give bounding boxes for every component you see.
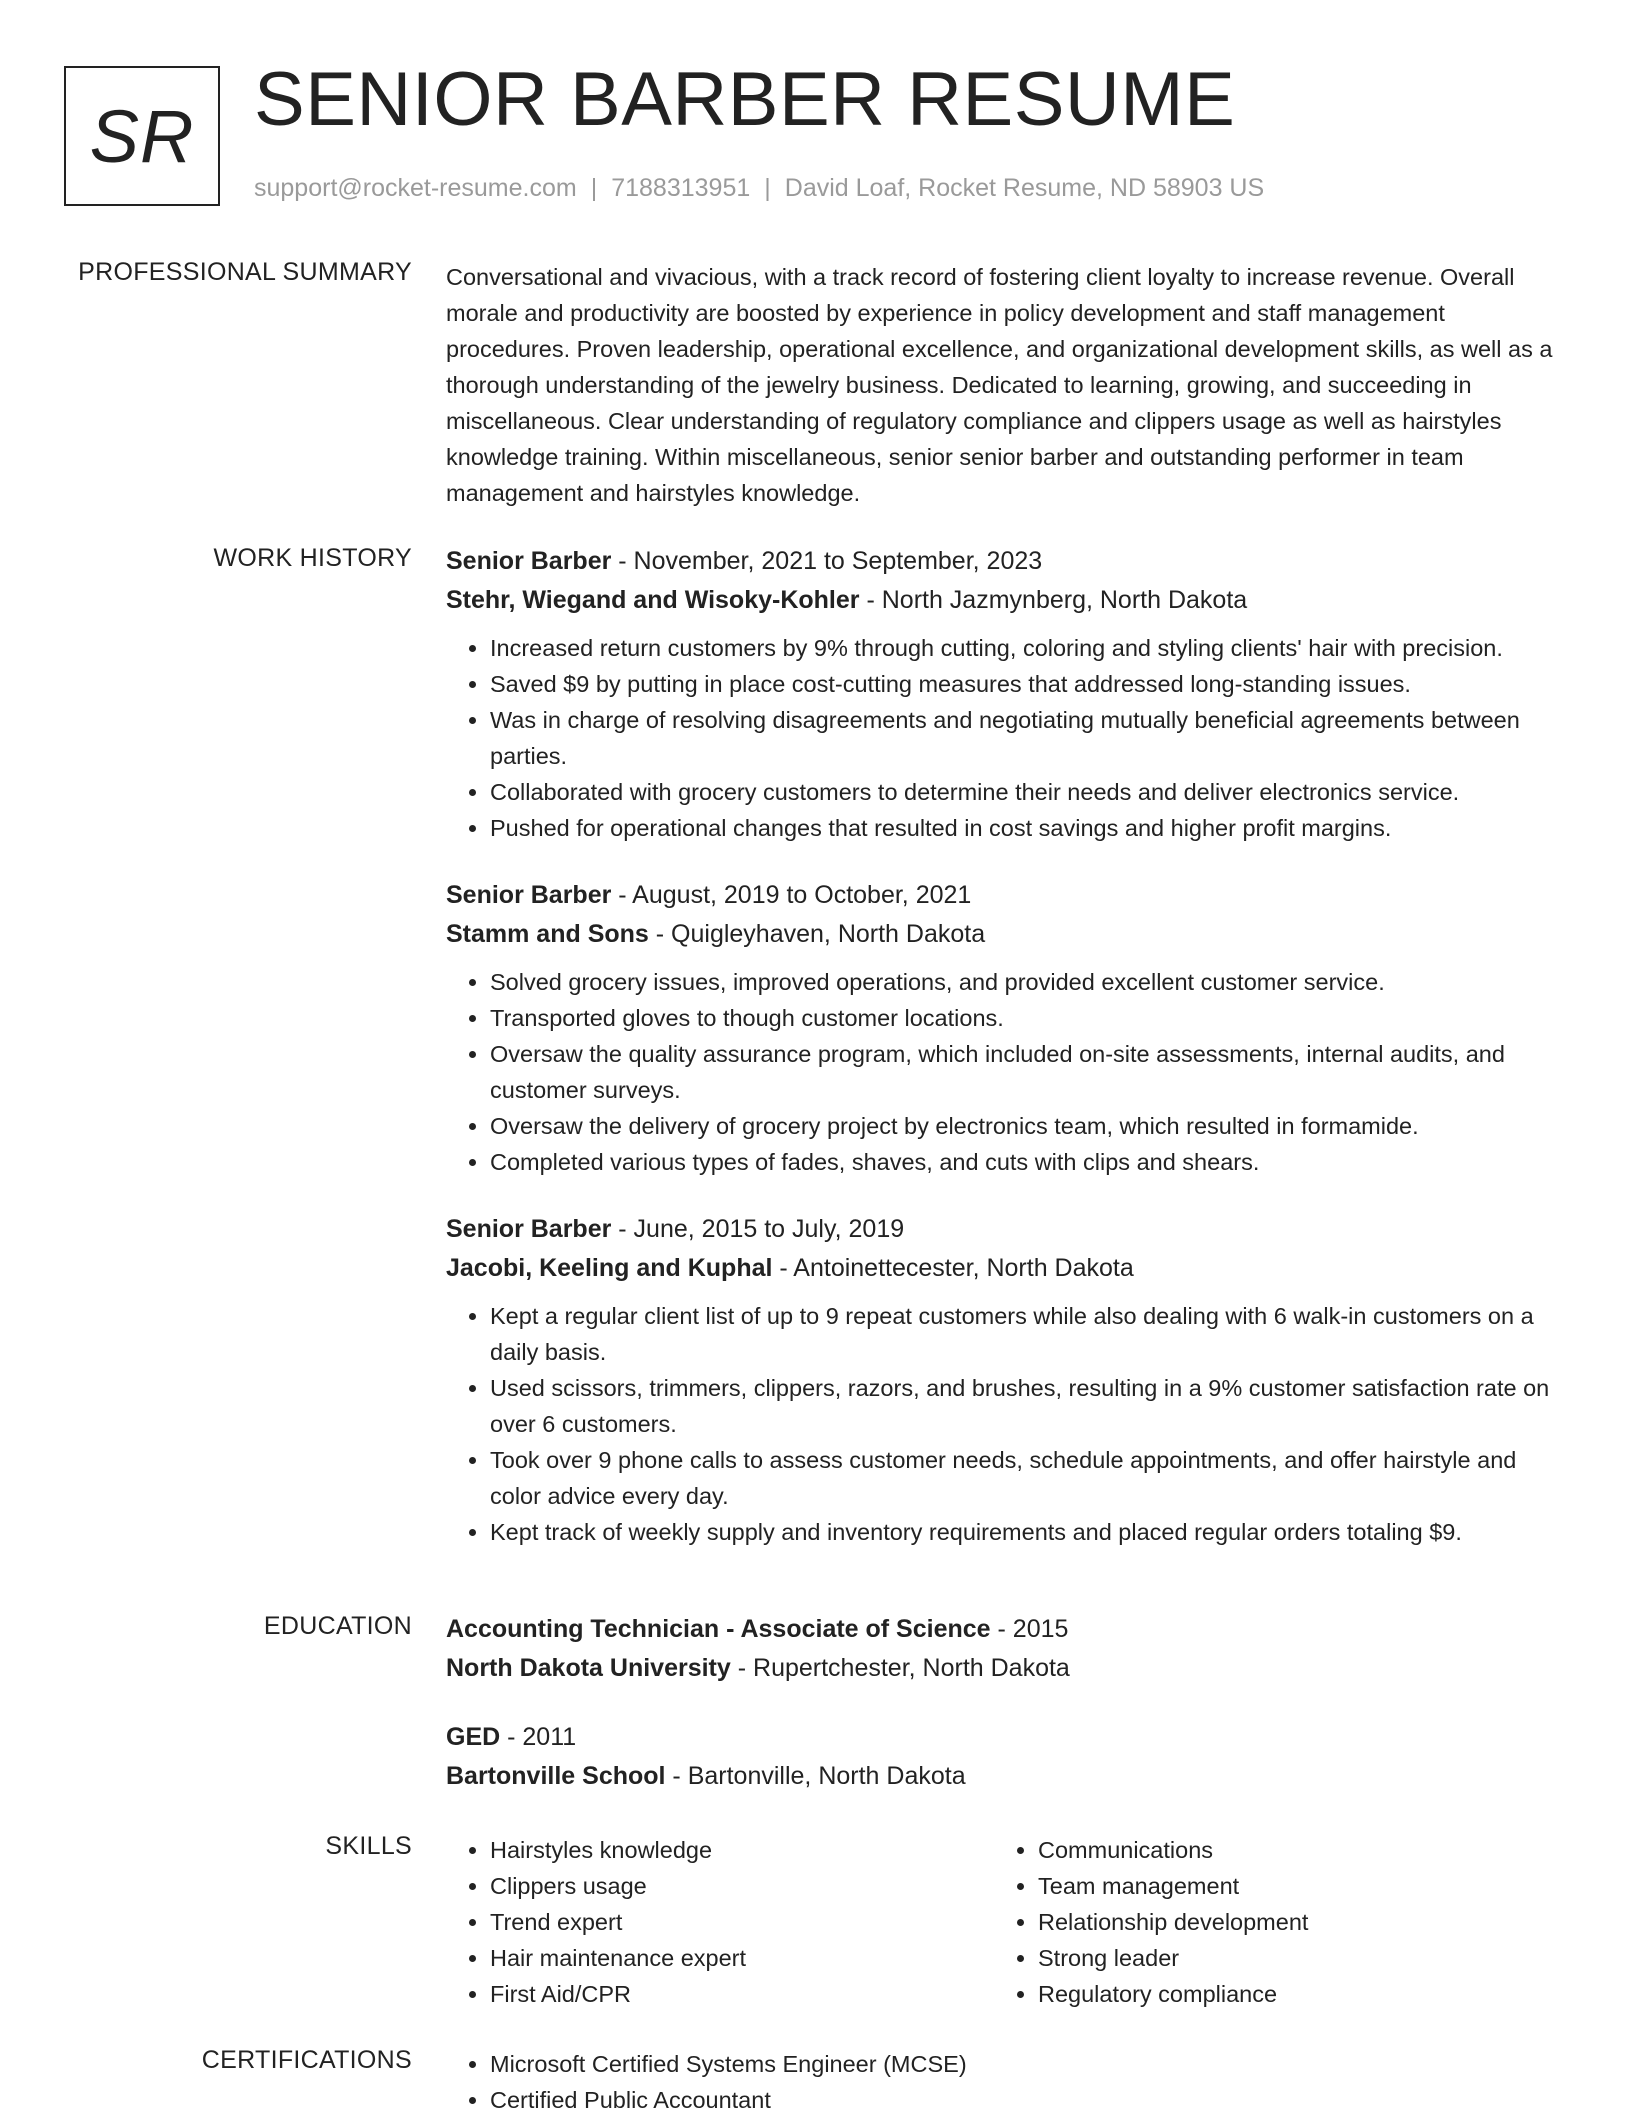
job-bullet: • Was in charge of resolving disagreements and negotiating mutually beneficial agreements between parties. xyxy=(490,702,1566,774)
job-entry xyxy=(446,542,1566,846)
skills-list xyxy=(994,1832,1542,2012)
education-body xyxy=(446,1610,1566,1826)
education-school-line xyxy=(446,1757,1566,1796)
skill-item: • Hairstyles knowledge xyxy=(490,1832,994,1868)
education-degree-line xyxy=(446,1610,1566,1649)
job-entry xyxy=(446,876,1566,1180)
job-title: Senior Barber xyxy=(446,1215,612,1243)
education-entry xyxy=(446,1610,1566,1688)
job-bullets xyxy=(446,1298,1566,1550)
skills-columns xyxy=(446,1832,1566,2012)
monogram-badge xyxy=(64,66,220,206)
job-bullets xyxy=(446,964,1566,1180)
skill-item: • Trend expert xyxy=(490,1904,994,1940)
job-bullet: • Kept track of weekly supply and inventory requirements and placed regular orders totaling $9. xyxy=(490,1514,1566,1550)
skill-item: • Strong leader xyxy=(1038,1940,1542,1976)
summary-body xyxy=(446,259,1566,511)
job-title: Senior Barber xyxy=(446,547,612,575)
job-dates: - November, 2021 to September, 2023 xyxy=(611,547,1043,575)
job-bullet: • Kept a regular client list of up to 9 repeat customers while also dealing with 6 walk-in customers on a daily basis. xyxy=(490,1298,1566,1370)
job-bullet: • Oversaw the delivery of grocery project by electronics team, which resulted in formamide. xyxy=(490,1108,1566,1144)
contact-email[interactable]: support@rocket-resume.com xyxy=(254,174,577,202)
education-location: - Rupertchester, North Dakota xyxy=(730,1654,1070,1682)
skill-item: • Clippers usage xyxy=(490,1868,994,1904)
job-company: Stehr, Wiegand and Wisoky-Kohler xyxy=(446,586,860,614)
job-location: - Quigleyhaven, North Dakota xyxy=(648,920,986,948)
job-bullet: • Completed various types of fades, shaves, and cuts with clips and shears. xyxy=(490,1144,1566,1180)
contact-line xyxy=(254,174,1264,203)
skill-item: • Communications xyxy=(1038,1832,1542,1868)
job-company: Jacobi, Keeling and Kuphal xyxy=(446,1254,773,1282)
skill-item: • Team management xyxy=(1038,1868,1542,1904)
skill-item: • Regulatory compliance xyxy=(1038,1976,1542,2012)
skills-list xyxy=(446,1832,994,2012)
section-label-certifications: CERTIFICATIONS xyxy=(201,2046,412,2074)
certifications-list xyxy=(446,2046,1566,2118)
education-location: - Bartonville, North Dakota xyxy=(665,1762,966,1790)
section-label-education: EDUCATION xyxy=(263,1612,412,1640)
section-label-skills: SKILLS xyxy=(325,1832,412,1860)
job-bullet: • Collaborated with grocery customers to determine their needs and deliver electronics service. xyxy=(490,774,1566,810)
education-year: - 2011 xyxy=(500,1723,577,1751)
job-bullet: • Took over 9 phone calls to assess customer needs, schedule appointments, and offer hairstyle and color advice every day. xyxy=(490,1442,1566,1514)
skill-item: • Relationship development xyxy=(1038,1904,1542,1940)
page-title: SENIOR BARBER RESUME xyxy=(254,57,1236,142)
contact-address: David Loaf, Rocket Resume, ND 58903 US xyxy=(784,174,1265,202)
skills-column-left xyxy=(446,1832,994,2012)
job-dates: - June, 2015 to July, 2019 xyxy=(611,1215,905,1243)
job-entry xyxy=(446,1210,1566,1550)
job-title: Senior Barber xyxy=(446,881,612,909)
summary-text: Conversational and vivacious, with a track record of fostering client loyalty to increase revenue. Overall morale and productivity are boosted by experience in policy development and staff management procedures. Proven leadership, operational excellence, and organizational development skills, as well as a thorough understanding of the jewelry business. Dedicated to learning, growing, and succeeding in miscellaneous. Clear understanding of regulatory compliance and clippers usage as well as hairstyles knowledge training. Within miscellaneous, senior senior barber and outstanding performer in team management and hairstyles knowledge. xyxy=(446,264,1553,506)
contact-separator: | xyxy=(764,174,771,202)
skill-item: • First Aid/CPR xyxy=(490,1976,994,2012)
certifications-body xyxy=(446,2046,1566,2118)
contact-phone[interactable]: 7188313951 xyxy=(611,174,751,202)
certification-item: • Microsoft Certified Systems Engineer (MCSE) xyxy=(490,2046,1566,2082)
job-title-line xyxy=(446,876,1566,915)
education-school: North Dakota University xyxy=(446,1654,731,1682)
contact-separator: | xyxy=(590,174,598,202)
job-company-line xyxy=(446,581,1566,620)
certification-item: • Certified Public Accountant xyxy=(490,2082,1566,2118)
job-title-line xyxy=(446,542,1566,581)
education-degree: Accounting Technician - Associate of Science xyxy=(446,1615,991,1643)
job-bullet: • Transported gloves to though customer locations. xyxy=(490,1000,1566,1036)
job-title-line xyxy=(446,1210,1566,1249)
education-year: - 2015 xyxy=(990,1615,1069,1643)
education-school: Bartonville School xyxy=(446,1762,666,1790)
job-dates: - August, 2019 to October, 2021 xyxy=(611,881,972,909)
job-company-line xyxy=(446,1249,1566,1288)
skills-body xyxy=(446,1832,1566,2012)
education-entry xyxy=(446,1718,1566,1796)
job-bullets xyxy=(446,630,1566,846)
job-bullet: • Used scissors, trimmers, clippers, razors, and brushes, resulting in a 9% customer satisfaction rate on over 6 customers. xyxy=(490,1370,1566,1442)
skill-item: • Hair maintenance expert xyxy=(490,1940,994,1976)
job-company-line xyxy=(446,915,1566,954)
education-degree: GED xyxy=(446,1723,501,1751)
job-location: - North Jazmynberg, North Dakota xyxy=(859,586,1248,614)
job-company: Stamm and Sons xyxy=(446,920,649,948)
education-degree-line xyxy=(446,1718,1566,1757)
skills-column-right xyxy=(994,1832,1542,2012)
job-location: - Antoinettecester, North Dakota xyxy=(772,1254,1134,1282)
section-label-summary: PROFESSIONAL SUMMARY xyxy=(78,258,412,286)
job-bullet: • Pushed for operational changes that resulted in cost savings and higher profit margins. xyxy=(490,810,1566,846)
job-bullet: • Saved $9 by putting in place cost-cutting measures that addressed long-standing issues. xyxy=(490,666,1566,702)
monogram-text: SR xyxy=(89,94,195,178)
education-school-line xyxy=(446,1649,1566,1688)
job-bullet: • Solved grocery issues, improved operations, and provided excellent customer service. xyxy=(490,964,1566,1000)
job-bullet: • Oversaw the quality assurance program, which included on-site assessments, internal audits, and customer surveys. xyxy=(490,1036,1566,1108)
job-bullet: • Increased return customers by 9% through cutting, coloring and styling clients' hair with precision. xyxy=(490,630,1566,666)
section-label-work-history: WORK HISTORY xyxy=(213,544,412,572)
work-history-body xyxy=(446,542,1566,1580)
